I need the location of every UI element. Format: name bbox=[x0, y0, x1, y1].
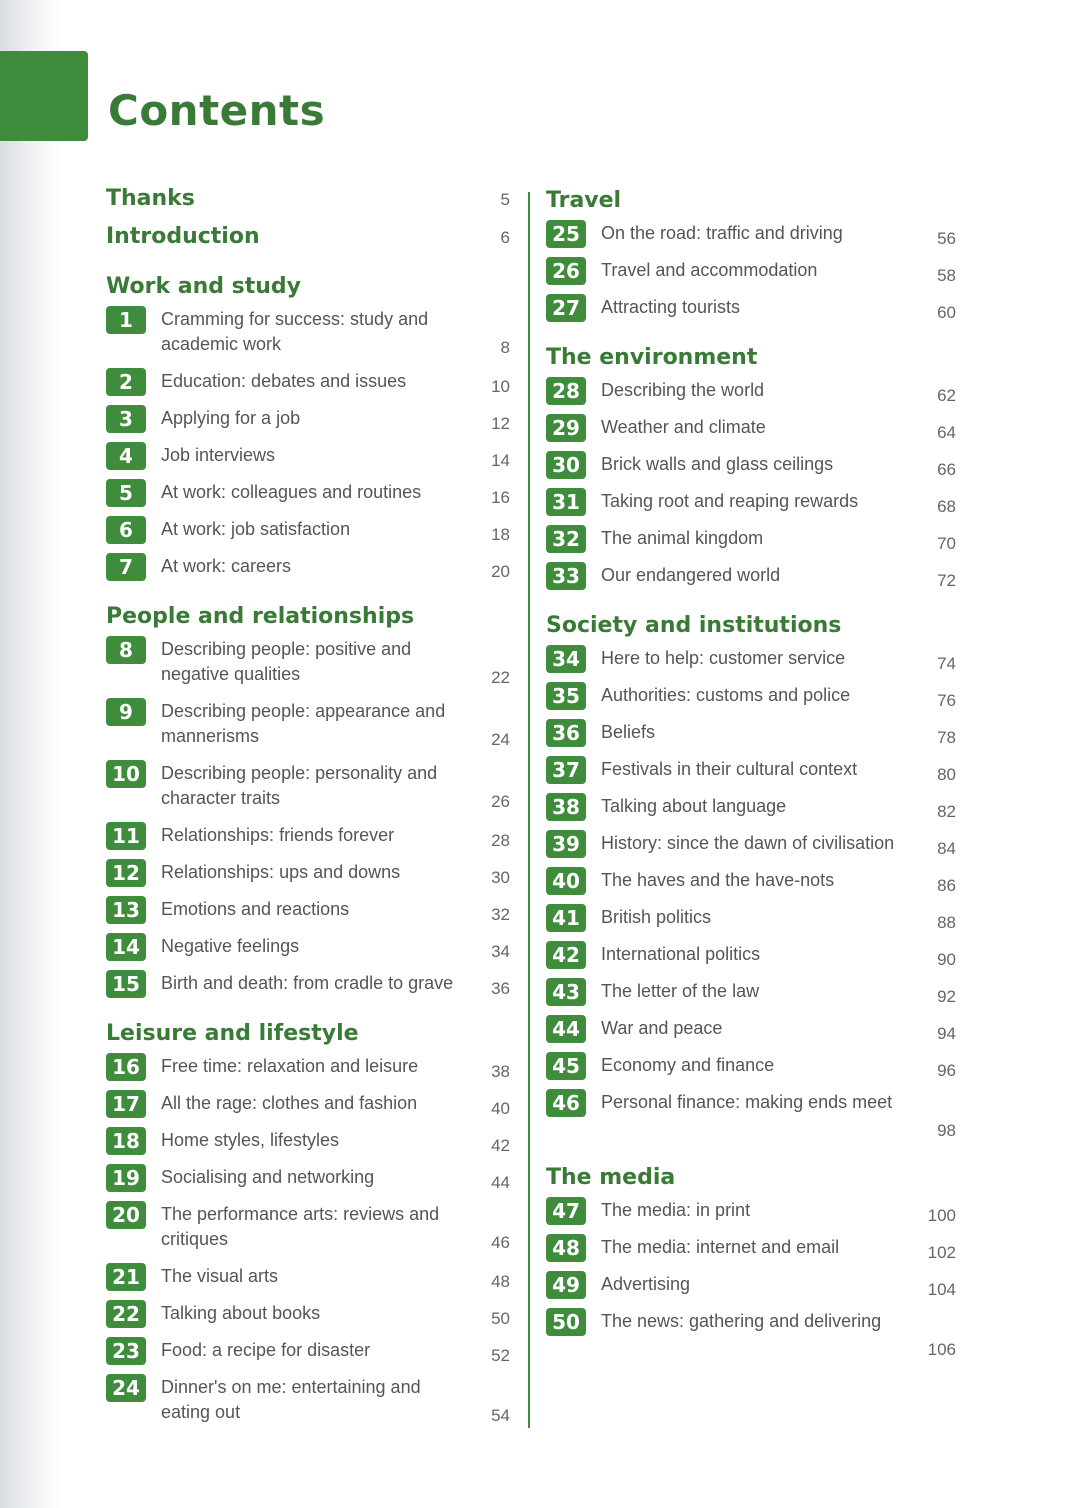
page-number: 102 bbox=[927, 1243, 956, 1262]
unit-title: Emotions and reactions bbox=[161, 899, 350, 919]
toc-entry[interactable] bbox=[106, 403, 510, 440]
toc-section bbox=[546, 607, 956, 1149]
unit-title: Brick walls and glass ceilings bbox=[601, 454, 834, 474]
unit-number-badge: 45 bbox=[546, 1052, 586, 1080]
toc-entry[interactable] bbox=[546, 791, 956, 828]
toc-entry[interactable] bbox=[106, 857, 510, 894]
page-number: 64 bbox=[937, 423, 956, 442]
unit-title: History: since the dawn of civilisation bbox=[601, 833, 895, 853]
toc-entry[interactable] bbox=[546, 292, 956, 329]
unit-number-badge: 31 bbox=[546, 488, 586, 516]
unit-number-badge: 8 bbox=[106, 636, 146, 664]
unit-title: All the rage: clothes and fashion bbox=[161, 1093, 418, 1113]
unit-number-badge: 9 bbox=[106, 698, 146, 726]
unit-title: Economy and finance bbox=[601, 1055, 775, 1075]
unit-number-badge: 23 bbox=[106, 1337, 146, 1365]
toc-entry[interactable] bbox=[106, 440, 510, 477]
unit-title: Authorities: customs and police bbox=[601, 685, 851, 705]
section-heading: Travel bbox=[546, 188, 622, 213]
toc-entry[interactable] bbox=[106, 514, 510, 551]
section-heading: People and relationships bbox=[106, 604, 415, 629]
toc-entry[interactable] bbox=[106, 634, 510, 696]
unit-title: At work: job satisfaction bbox=[161, 519, 351, 539]
unit-number-badge: 7 bbox=[106, 553, 146, 581]
unit-number-badge: 20 bbox=[106, 1201, 146, 1229]
toc-section bbox=[106, 268, 510, 588]
page-number: 42 bbox=[491, 1136, 510, 1155]
page-number: 104 bbox=[927, 1280, 956, 1299]
unit-number-badge: 34 bbox=[546, 645, 586, 673]
unit-title: Dinner's on me: entertaining and eating out bbox=[161, 1377, 421, 1422]
toc-section bbox=[106, 598, 510, 1005]
toc-entry[interactable] bbox=[546, 560, 956, 597]
unit-title: Beliefs bbox=[601, 722, 656, 742]
toc-entry[interactable] bbox=[106, 1335, 510, 1372]
unit-title: Relationships: ups and downs bbox=[161, 862, 401, 882]
right-column bbox=[546, 182, 956, 1368]
unit-number-badge: 1 bbox=[106, 306, 146, 334]
page-number: 92 bbox=[937, 987, 956, 1006]
toc-entry[interactable] bbox=[106, 1261, 510, 1298]
unit-number-badge: 47 bbox=[546, 1197, 586, 1225]
unit-title: The animal kingdom bbox=[601, 528, 764, 548]
unit-title: The haves and the have-nots bbox=[601, 870, 835, 890]
toc-entry[interactable] bbox=[106, 931, 510, 968]
page-number: 100 bbox=[927, 1206, 956, 1225]
unit-number-badge: 18 bbox=[106, 1127, 146, 1155]
toc-entry[interactable] bbox=[106, 820, 510, 857]
unit-number-badge: 39 bbox=[546, 830, 586, 858]
toc-entry[interactable] bbox=[546, 255, 956, 292]
toc-entry[interactable] bbox=[546, 486, 956, 523]
toc-entry[interactable] bbox=[546, 717, 956, 754]
unit-number-badge: 6 bbox=[106, 516, 146, 544]
unit-title: Talking about books bbox=[161, 1303, 321, 1323]
page-number: 44 bbox=[491, 1173, 510, 1192]
toc-entry[interactable] bbox=[546, 375, 956, 412]
unit-number-badge: 46 bbox=[546, 1089, 586, 1117]
page-number: 88 bbox=[937, 913, 956, 932]
toc-entry[interactable] bbox=[546, 643, 956, 680]
section-heading: Society and institutions bbox=[546, 613, 842, 638]
page-number: 5 bbox=[500, 190, 510, 209]
page-number: 16 bbox=[491, 488, 510, 507]
toc-section bbox=[546, 1159, 956, 1368]
page-number: 62 bbox=[937, 386, 956, 405]
toc-entry[interactable] bbox=[546, 412, 956, 449]
page-number: 66 bbox=[937, 460, 956, 479]
unit-number-badge: 10 bbox=[106, 760, 146, 788]
unit-number-badge: 17 bbox=[106, 1090, 146, 1118]
toc-entry[interactable] bbox=[546, 218, 956, 255]
toc-entry[interactable] bbox=[546, 976, 956, 1013]
toc-entry[interactable] bbox=[546, 523, 956, 560]
unit-number-badge: 22 bbox=[106, 1300, 146, 1328]
page-number: 26 bbox=[491, 792, 510, 811]
unit-number-badge: 11 bbox=[106, 822, 146, 850]
unit-title: The performance arts: reviews and critiques bbox=[161, 1204, 440, 1249]
unit-number-badge: 4 bbox=[106, 442, 146, 470]
unit-title: Relationships: friends forever bbox=[161, 825, 395, 845]
toc-entry[interactable] bbox=[546, 1195, 956, 1232]
toc-entry[interactable] bbox=[106, 758, 510, 820]
toc-entry[interactable] bbox=[106, 968, 510, 1005]
left-sections bbox=[106, 268, 510, 1434]
unit-number-badge: 24 bbox=[106, 1374, 146, 1402]
unit-number-badge: 25 bbox=[546, 220, 586, 248]
unit-number-badge: 28 bbox=[546, 377, 586, 405]
unit-title: British politics bbox=[601, 907, 712, 927]
page-number: 52 bbox=[491, 1346, 510, 1365]
unit-number-badge: 35 bbox=[546, 682, 586, 710]
front-matter-label: Introduction bbox=[106, 224, 260, 249]
toc-entry[interactable] bbox=[546, 1087, 956, 1149]
page-number: 70 bbox=[937, 534, 956, 553]
toc-entry[interactable] bbox=[546, 1269, 956, 1306]
toc-entry[interactable] bbox=[546, 1232, 956, 1269]
toc-entry[interactable] bbox=[546, 828, 956, 865]
unit-title: Here to help: customer service bbox=[601, 648, 846, 668]
unit-title: The news: gathering and delivering bbox=[601, 1311, 882, 1331]
toc-entry[interactable] bbox=[106, 1088, 510, 1125]
unit-number-badge: 5 bbox=[106, 479, 146, 507]
unit-title: Home styles, lifestyles bbox=[161, 1130, 340, 1150]
page-number: 86 bbox=[937, 876, 956, 895]
page-number: 22 bbox=[491, 668, 510, 687]
toc-entry[interactable] bbox=[546, 902, 956, 939]
page-number: 72 bbox=[937, 571, 956, 590]
unit-title: On the road: traffic and driving bbox=[601, 223, 843, 243]
section-heading: The media bbox=[546, 1165, 676, 1190]
unit-title: Weather and climate bbox=[601, 417, 766, 437]
unit-title: Job interviews bbox=[161, 445, 276, 465]
unit-title: Travel and accommodation bbox=[601, 260, 818, 280]
toc-entry[interactable] bbox=[106, 1125, 510, 1162]
page-number: 84 bbox=[937, 839, 956, 858]
front-matter-item[interactable] bbox=[106, 218, 510, 256]
unit-title: Applying for a job bbox=[161, 408, 301, 428]
unit-number-badge: 33 bbox=[546, 562, 586, 590]
toc-entry[interactable] bbox=[106, 1298, 510, 1335]
toc-entry[interactable] bbox=[546, 1306, 956, 1368]
unit-title: The media: internet and email bbox=[601, 1237, 840, 1257]
page-number: 30 bbox=[491, 868, 510, 887]
unit-number-badge: 42 bbox=[546, 941, 586, 969]
unit-number-badge: 43 bbox=[546, 978, 586, 1006]
page-number: 24 bbox=[491, 730, 510, 749]
unit-number-badge: 16 bbox=[106, 1053, 146, 1081]
page-number: 74 bbox=[937, 654, 956, 673]
unit-title: Talking about language bbox=[601, 796, 787, 816]
page-number: 40 bbox=[491, 1099, 510, 1118]
page-number: 78 bbox=[937, 728, 956, 747]
page-number: 12 bbox=[491, 414, 510, 433]
unit-title: The visual arts bbox=[161, 1266, 279, 1286]
unit-number-badge: 15 bbox=[106, 970, 146, 998]
page-number: 48 bbox=[491, 1272, 510, 1291]
toc-entry[interactable] bbox=[546, 865, 956, 902]
page-edge-shadow bbox=[0, 0, 60, 1508]
left-column bbox=[106, 180, 510, 1434]
page-number: 20 bbox=[491, 562, 510, 581]
unit-title: Describing the world bbox=[601, 380, 765, 400]
unit-title: Advertising bbox=[601, 1274, 691, 1294]
page-number: 90 bbox=[937, 950, 956, 969]
toc-entry[interactable] bbox=[106, 304, 510, 366]
front-matter-item[interactable] bbox=[106, 180, 510, 218]
unit-number-badge: 40 bbox=[546, 867, 586, 895]
unit-title: Our endangered world bbox=[601, 565, 781, 585]
toc-entry[interactable] bbox=[546, 1013, 956, 1050]
page-number: 54 bbox=[491, 1406, 510, 1425]
page-number: 8 bbox=[500, 338, 510, 357]
page-number: 32 bbox=[491, 905, 510, 924]
page-number: 68 bbox=[937, 497, 956, 516]
unit-number-badge: 12 bbox=[106, 859, 146, 887]
column-divider bbox=[528, 192, 530, 1428]
page-number: 94 bbox=[937, 1024, 956, 1043]
section-heading: Work and study bbox=[106, 274, 302, 299]
page-number: 18 bbox=[491, 525, 510, 544]
toc-section bbox=[546, 182, 956, 329]
unit-title: Describing people: appearance and mannerisms bbox=[161, 701, 446, 746]
page-number: 14 bbox=[491, 451, 510, 470]
toc-entry[interactable] bbox=[106, 894, 510, 931]
unit-title: At work: colleagues and routines bbox=[161, 482, 422, 502]
unit-title: Attracting tourists bbox=[601, 297, 741, 317]
page-number: 28 bbox=[491, 831, 510, 850]
unit-title: The letter of the law bbox=[601, 981, 760, 1001]
page-number: 50 bbox=[491, 1309, 510, 1328]
unit-title: Negative feelings bbox=[161, 936, 300, 956]
unit-number-badge: 37 bbox=[546, 756, 586, 784]
toc-entry[interactable] bbox=[546, 680, 956, 717]
unit-title: Cramming for success: study and academic work bbox=[161, 309, 429, 354]
unit-title: Festivals in their cultural context bbox=[601, 759, 858, 779]
toc-entry[interactable] bbox=[546, 754, 956, 791]
unit-number-badge: 13 bbox=[106, 896, 146, 924]
unit-number-badge: 27 bbox=[546, 294, 586, 322]
page-number: 36 bbox=[491, 979, 510, 998]
section-heading: Leisure and lifestyle bbox=[106, 1021, 359, 1046]
page-number: 82 bbox=[937, 802, 956, 821]
unit-number-badge: 48 bbox=[546, 1234, 586, 1262]
unit-title: War and peace bbox=[601, 1018, 723, 1038]
unit-number-badge: 14 bbox=[106, 933, 146, 961]
unit-number-badge: 32 bbox=[546, 525, 586, 553]
unit-number-badge: 21 bbox=[106, 1263, 146, 1291]
unit-title: Free time: relaxation and leisure bbox=[161, 1056, 419, 1076]
page-number: 10 bbox=[491, 377, 510, 396]
page-number: 34 bbox=[491, 942, 510, 961]
unit-number-badge: 41 bbox=[546, 904, 586, 932]
toc-entry[interactable] bbox=[106, 1162, 510, 1199]
front-matter bbox=[106, 180, 510, 256]
unit-number-badge: 2 bbox=[106, 368, 146, 396]
page-title: Contents bbox=[108, 86, 326, 135]
toc-entry[interactable] bbox=[106, 1372, 510, 1434]
unit-number-badge: 30 bbox=[546, 451, 586, 479]
page-number: 56 bbox=[937, 229, 956, 248]
unit-title: Describing people: personality and character traits bbox=[161, 763, 438, 808]
unit-title: The media: in print bbox=[601, 1200, 751, 1220]
toc-entry[interactable] bbox=[106, 477, 510, 514]
toc-entry[interactable] bbox=[546, 939, 956, 976]
toc-entry[interactable] bbox=[106, 1199, 510, 1261]
toc-entry[interactable] bbox=[106, 366, 510, 403]
unit-title: Taking root and reaping rewards bbox=[601, 491, 859, 511]
unit-title: Describing people: positive and negative qualities bbox=[161, 639, 412, 684]
unit-number-badge: 49 bbox=[546, 1271, 586, 1299]
unit-title: International politics bbox=[601, 944, 761, 964]
page-number: 38 bbox=[491, 1062, 510, 1081]
toc-entry[interactable] bbox=[546, 449, 956, 486]
unit-number-badge: 36 bbox=[546, 719, 586, 747]
unit-title: Food: a recipe for disaster bbox=[161, 1340, 371, 1360]
unit-number-badge: 50 bbox=[546, 1308, 586, 1336]
front-matter-label: Thanks bbox=[106, 186, 195, 211]
green-corner-tab bbox=[0, 51, 88, 141]
unit-title: At work: careers bbox=[161, 556, 292, 576]
toc-entry[interactable] bbox=[106, 696, 510, 758]
toc-entry[interactable] bbox=[106, 551, 510, 588]
toc-section bbox=[106, 1015, 510, 1434]
page-number: 46 bbox=[491, 1233, 510, 1252]
page-number: 58 bbox=[937, 266, 956, 285]
page-number: 80 bbox=[937, 765, 956, 784]
page-number: 60 bbox=[937, 303, 956, 322]
page-number: 106 bbox=[927, 1340, 956, 1359]
toc-entry[interactable] bbox=[106, 1051, 510, 1088]
right-sections bbox=[546, 182, 956, 1368]
unit-number-badge: 26 bbox=[546, 257, 586, 285]
page-number: 76 bbox=[937, 691, 956, 710]
unit-title: Birth and death: from cradle to grave bbox=[161, 973, 454, 993]
page-number: 6 bbox=[500, 228, 510, 247]
toc-section bbox=[546, 339, 956, 597]
page-number: 98 bbox=[937, 1121, 956, 1140]
unit-number-badge: 29 bbox=[546, 414, 586, 442]
toc-entry[interactable] bbox=[546, 1050, 956, 1087]
unit-number-badge: 3 bbox=[106, 405, 146, 433]
unit-number-badge: 44 bbox=[546, 1015, 586, 1043]
unit-title: Socialising and networking bbox=[161, 1167, 375, 1187]
unit-title: Personal finance: making ends meet bbox=[601, 1092, 893, 1112]
unit-number-badge: 38 bbox=[546, 793, 586, 821]
section-heading: The environment bbox=[546, 345, 758, 370]
unit-number-badge: 19 bbox=[106, 1164, 146, 1192]
unit-title: Education: debates and issues bbox=[161, 371, 407, 391]
page-number: 96 bbox=[937, 1061, 956, 1080]
